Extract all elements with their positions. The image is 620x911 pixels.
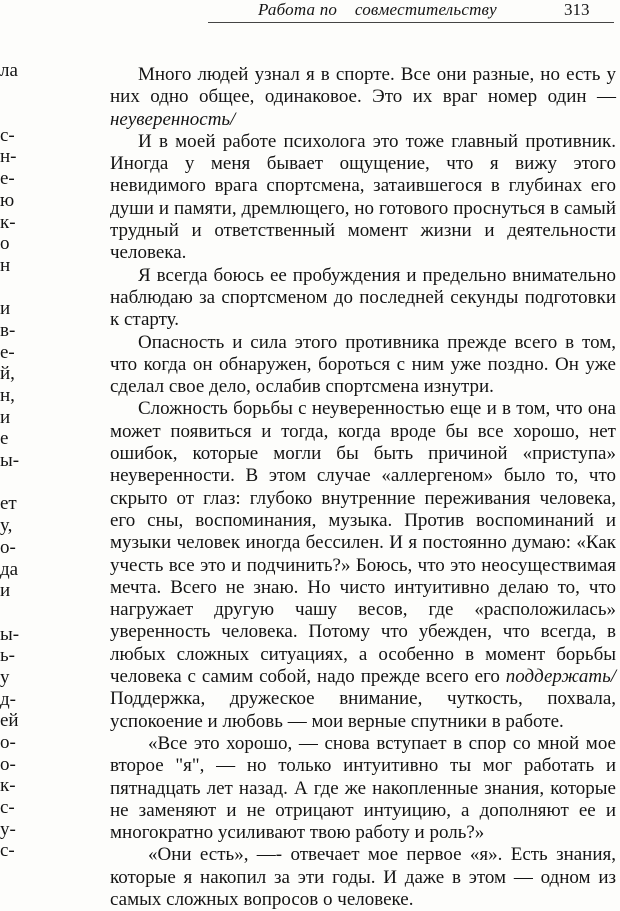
margin-fragment: ы- — [0, 450, 20, 472]
margin-fragment: к- — [0, 775, 16, 797]
text-run: Много людей узнал я в спорте. Все они разные, но есть у них одно общее, одинаковое. Это их враг номер один — — [110, 64, 616, 108]
text-run: Я всегда боюсь ее пробуждения и предельно внимательно наблюдаю за спортсменом до последней секунды подготовки к старту. — [110, 264, 616, 331]
margin-fragment — [0, 472, 16, 494]
paragraph — [110, 131, 616, 265]
main-text — [110, 64, 616, 911]
margin-fragment: е — [0, 428, 9, 450]
margin-fragment: ет — [0, 493, 17, 515]
paragraph — [110, 844, 616, 911]
margin-fragment — [0, 81, 16, 103]
margin-fragment — [0, 38, 16, 60]
margin-fragment: с- — [0, 124, 15, 146]
margin-fragment: да — [0, 558, 19, 580]
margin-fragment: н, — [0, 385, 15, 406]
margin-fragment — [0, 277, 16, 299]
margin-fragment: е- — [0, 341, 15, 363]
paragraph — [110, 398, 616, 732]
italic-emphasis: неуверенность/ — [110, 108, 236, 130]
margin-fragment: о — [0, 233, 10, 255]
margin-fragment: с- — [0, 840, 15, 862]
page-number: 313 — [564, 0, 590, 19]
margin-fragment: у, — [0, 515, 13, 537]
text-run: Сложность борьбы с неуверенностью еще и в том, что она может появиться и тогда, когда вроде бы все хорошо, нет ошибок, которые могли бы быть причиной «приступа» неуверенности. В этом случае «аллергеном» было то, что скрыто от глаз: глубоко внутренние переживания человека, его сны, воспоминания, музыка. Против воспоминаний и музыки человек иногда бессилен. И я постоянно думаю: «Как учесть все это и подчинить?» Боюсь, что это неосуществимая мечта. Всего не знаю. Но чисто интуитивно делаю то, что нагружает другую чашу весов, где «расположилась» уверенность человека. Потому что убежден, что всегда, в любых сложных ситуациях, а особенно в момент борьбы человека с самим собой, надо прежде всего его — [110, 398, 616, 688]
margin-fragment: н — [0, 254, 11, 276]
margin-fragment — [0, 602, 16, 624]
left-margin-fragments — [0, 38, 20, 866]
paragraph — [110, 265, 616, 332]
margin-fragment: и — [0, 298, 11, 320]
text-run: «Все это хорошо, — снова вступает в спор со мной мое второе "я", — но только интуитивно ты мог работать и пятнадцать лет назад. А где же накопленные знания, которые не заменяют и не отрицают интуицию, а дополняют ее и многократно усиливают твою работу и роль?» — [110, 732, 616, 844]
margin-fragment: о- — [0, 536, 16, 558]
text-run: Поддержка, дружеское внимание, чуткость, похвала, успокоение и любовь — мои верные спутники в работе. — [110, 688, 616, 732]
margin-fragment: с- — [0, 797, 15, 819]
paragraph — [110, 332, 616, 399]
text-run: Опасность и сила этого противника прежде всего в том, что когда он обнаружен, бороться с ним уже поздно. Он уже сделал свое дело, ослабив спортсмена изнутри. — [110, 331, 616, 398]
margin-fragment — [0, 103, 16, 125]
margin-fragment: ей — [0, 710, 19, 732]
header-rule — [208, 22, 614, 23]
margin-fragment: ла — [0, 59, 18, 81]
running-title: Работа по совместительству — [258, 0, 497, 19]
margin-fragment: ь- — [0, 645, 15, 667]
running-header — [0, 0, 620, 30]
margin-fragment: ы- — [0, 623, 20, 645]
text-run: «Они есть», —- отвечает мое первое «я». Есть знания, которые я накопил за эти годы. И даже в этом — одном из самых сложных вопросов о человеке. — [110, 844, 616, 910]
margin-fragment: н- — [0, 146, 17, 168]
paragraph — [110, 64, 616, 131]
italic-emphasis: поддержать/ — [505, 666, 616, 688]
margin-fragment: о- — [0, 732, 16, 753]
margin-fragment: и — [0, 406, 11, 428]
margin-fragment: у — [0, 666, 10, 688]
margin-fragment: ю — [0, 189, 15, 211]
margin-fragment: у- — [0, 818, 16, 840]
margin-fragment: й, — [0, 363, 15, 385]
margin-fragment: в- — [0, 319, 16, 341]
margin-fragment: д- — [0, 688, 16, 710]
margin-fragment: е- — [0, 168, 15, 190]
paragraph — [110, 733, 616, 844]
text-run: И в моей работе психолога это тоже главный противник. Иногда у меня бывает ощущение, что я вижу этого невидимого врага спортсмена, затаившегося в глубинах его души и памяти, дремлющего, но готового проснуться в самый трудный и ответственный момент жизни и деятельности человека. — [110, 130, 616, 264]
margin-fragment: о- — [0, 753, 16, 775]
margin-fragment: и — [0, 580, 11, 602]
margin-fragment: к- — [0, 211, 16, 233]
